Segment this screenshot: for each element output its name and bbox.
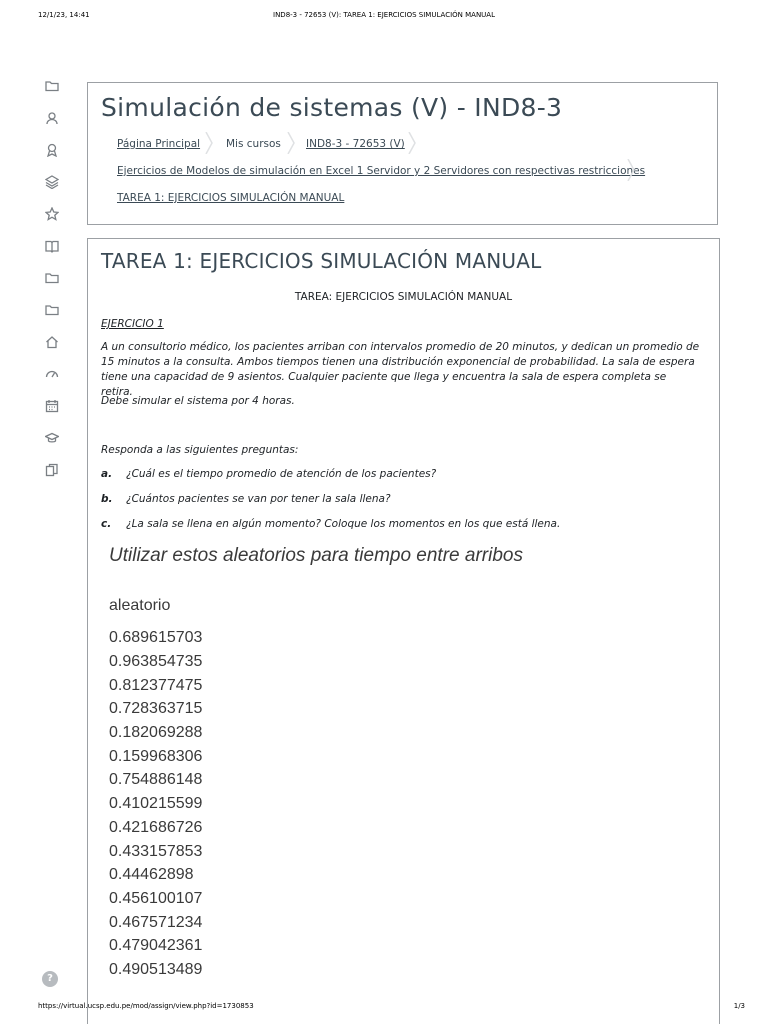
random-value: 0.963854735 <box>109 653 203 670</box>
course-title: Simulación de sistemas (V) - IND8-3 <box>101 93 563 122</box>
random-value: 0.479042361 <box>109 937 203 954</box>
random-value: 0.490513489 <box>109 961 203 978</box>
folder-icon[interactable] <box>44 78 60 94</box>
question-text: ¿Cuál es el tiempo promedio de atención de los pacientes? <box>126 468 437 480</box>
book-open-icon[interactable] <box>44 238 60 254</box>
question-letter: a. <box>101 468 113 480</box>
breadcrumb-chevron-icon <box>287 132 295 154</box>
home-icon[interactable] <box>44 334 60 350</box>
question-text: ¿La sala se llena en algún momento? Coloque los momentos en los que está llena. <box>126 518 561 530</box>
random-value: 0.456100107 <box>109 890 203 907</box>
folder-icon[interactable] <box>44 302 60 318</box>
question-letter: c. <box>101 518 112 530</box>
question-text: ¿Cuántos pacientes se van por tener la sala llena? <box>126 493 391 505</box>
breadcrumb-chevron-icon <box>627 159 635 181</box>
random-value: 0.159968306 <box>109 748 203 765</box>
breadcrumb-activity-link[interactable]: TAREA 1: EJERCICIOS SIMULACIÓN MANUAL <box>117 192 345 204</box>
dashboard-gauge-icon[interactable] <box>44 366 60 382</box>
random-value: 0.182069288 <box>109 724 203 741</box>
course-header <box>87 82 718 225</box>
print-page-title: IND8-3 - 72653 (V): TAREA 1: EJERCICIOS SIMULACIÓN MANUAL <box>273 11 495 19</box>
copy-icon[interactable] <box>44 462 60 478</box>
award-icon[interactable] <box>44 142 60 158</box>
random-value: 0.433157853 <box>109 843 203 860</box>
random-value: 0.754886148 <box>109 771 203 788</box>
assignment-subtitle: TAREA: EJERCICIOS SIMULACIÓN MANUAL <box>294 291 513 303</box>
exercise-label-text: EJERCICIO 1 <box>101 318 164 330</box>
assignment-title: TAREA 1: EJERCICIOS SIMULACIÓN MANUAL <box>101 249 542 273</box>
layers-icon[interactable] <box>44 174 60 190</box>
breadcrumb-my-courses[interactable]: Mis cursos <box>226 138 281 150</box>
print-page-number: 1/3 <box>733 1002 745 1010</box>
random-numbers-heading: Utilizar estos aleatorios para tiempo entre arribos <box>109 545 523 566</box>
breadcrumb-course-link[interactable]: IND8-3 - 72653 (V) <box>306 138 405 150</box>
calendar-icon[interactable] <box>44 398 60 414</box>
help-icon[interactable]: ? <box>42 971 58 987</box>
folder-icon[interactable] <box>44 270 60 286</box>
star-icon[interactable] <box>44 206 60 222</box>
random-value: 0.689615703 <box>109 629 203 646</box>
breadcrumb-home-link[interactable]: Página Principal <box>117 138 201 150</box>
random-value: 0.467571234 <box>109 914 203 931</box>
print-url: https://virtual.ucsp.edu.pe/mod/assign/view.php?id=1730853 <box>38 1002 254 1010</box>
questions-intro: Responda a las siguientes preguntas: <box>101 444 299 456</box>
exercise-label <box>101 317 701 332</box>
breadcrumb-chevron-icon <box>205 132 213 154</box>
random-value: 0.44462898 <box>109 866 194 883</box>
random-value: 0.421686726 <box>109 819 203 836</box>
problem-statement: A un consultorio médico, los pacientes arriban con intervalos promedio de 20 minutos, y dedican un promedio de 15 minutos a la consulta. Ambos tiempos tienen una distribución exponencial de probabilidad. La sala de espera tiene una capacidad de 9 asientos. Cualquier paciente que llega y encuentra la sala de espera completa se retira. <box>101 341 700 398</box>
simulation-duration: Debe simular el sistema por 4 horas. <box>101 395 295 407</box>
random-value: 0.812377475 <box>109 677 203 694</box>
print-datetime: 12/1/23, 14:41 <box>38 11 90 19</box>
print-footer <box>0 1000 768 1014</box>
random-value: 0.410215599 <box>109 795 203 812</box>
graduation-cap-icon[interactable] <box>44 430 60 446</box>
question-letter: b. <box>101 493 113 505</box>
random-value: 0.728363715 <box>109 700 203 717</box>
user-badge-icon[interactable] <box>44 110 60 126</box>
print-header <box>0 9 768 23</box>
breadcrumb-chevron-icon <box>408 132 416 154</box>
breadcrumb-section-link[interactable]: Ejercicios de Modelos de simulación en Excel 1 Servidor y 2 Servidores con respectivas restricciones <box>117 165 646 177</box>
random-column-label: aleatorio <box>109 597 171 614</box>
assignment-content <box>87 238 720 1024</box>
